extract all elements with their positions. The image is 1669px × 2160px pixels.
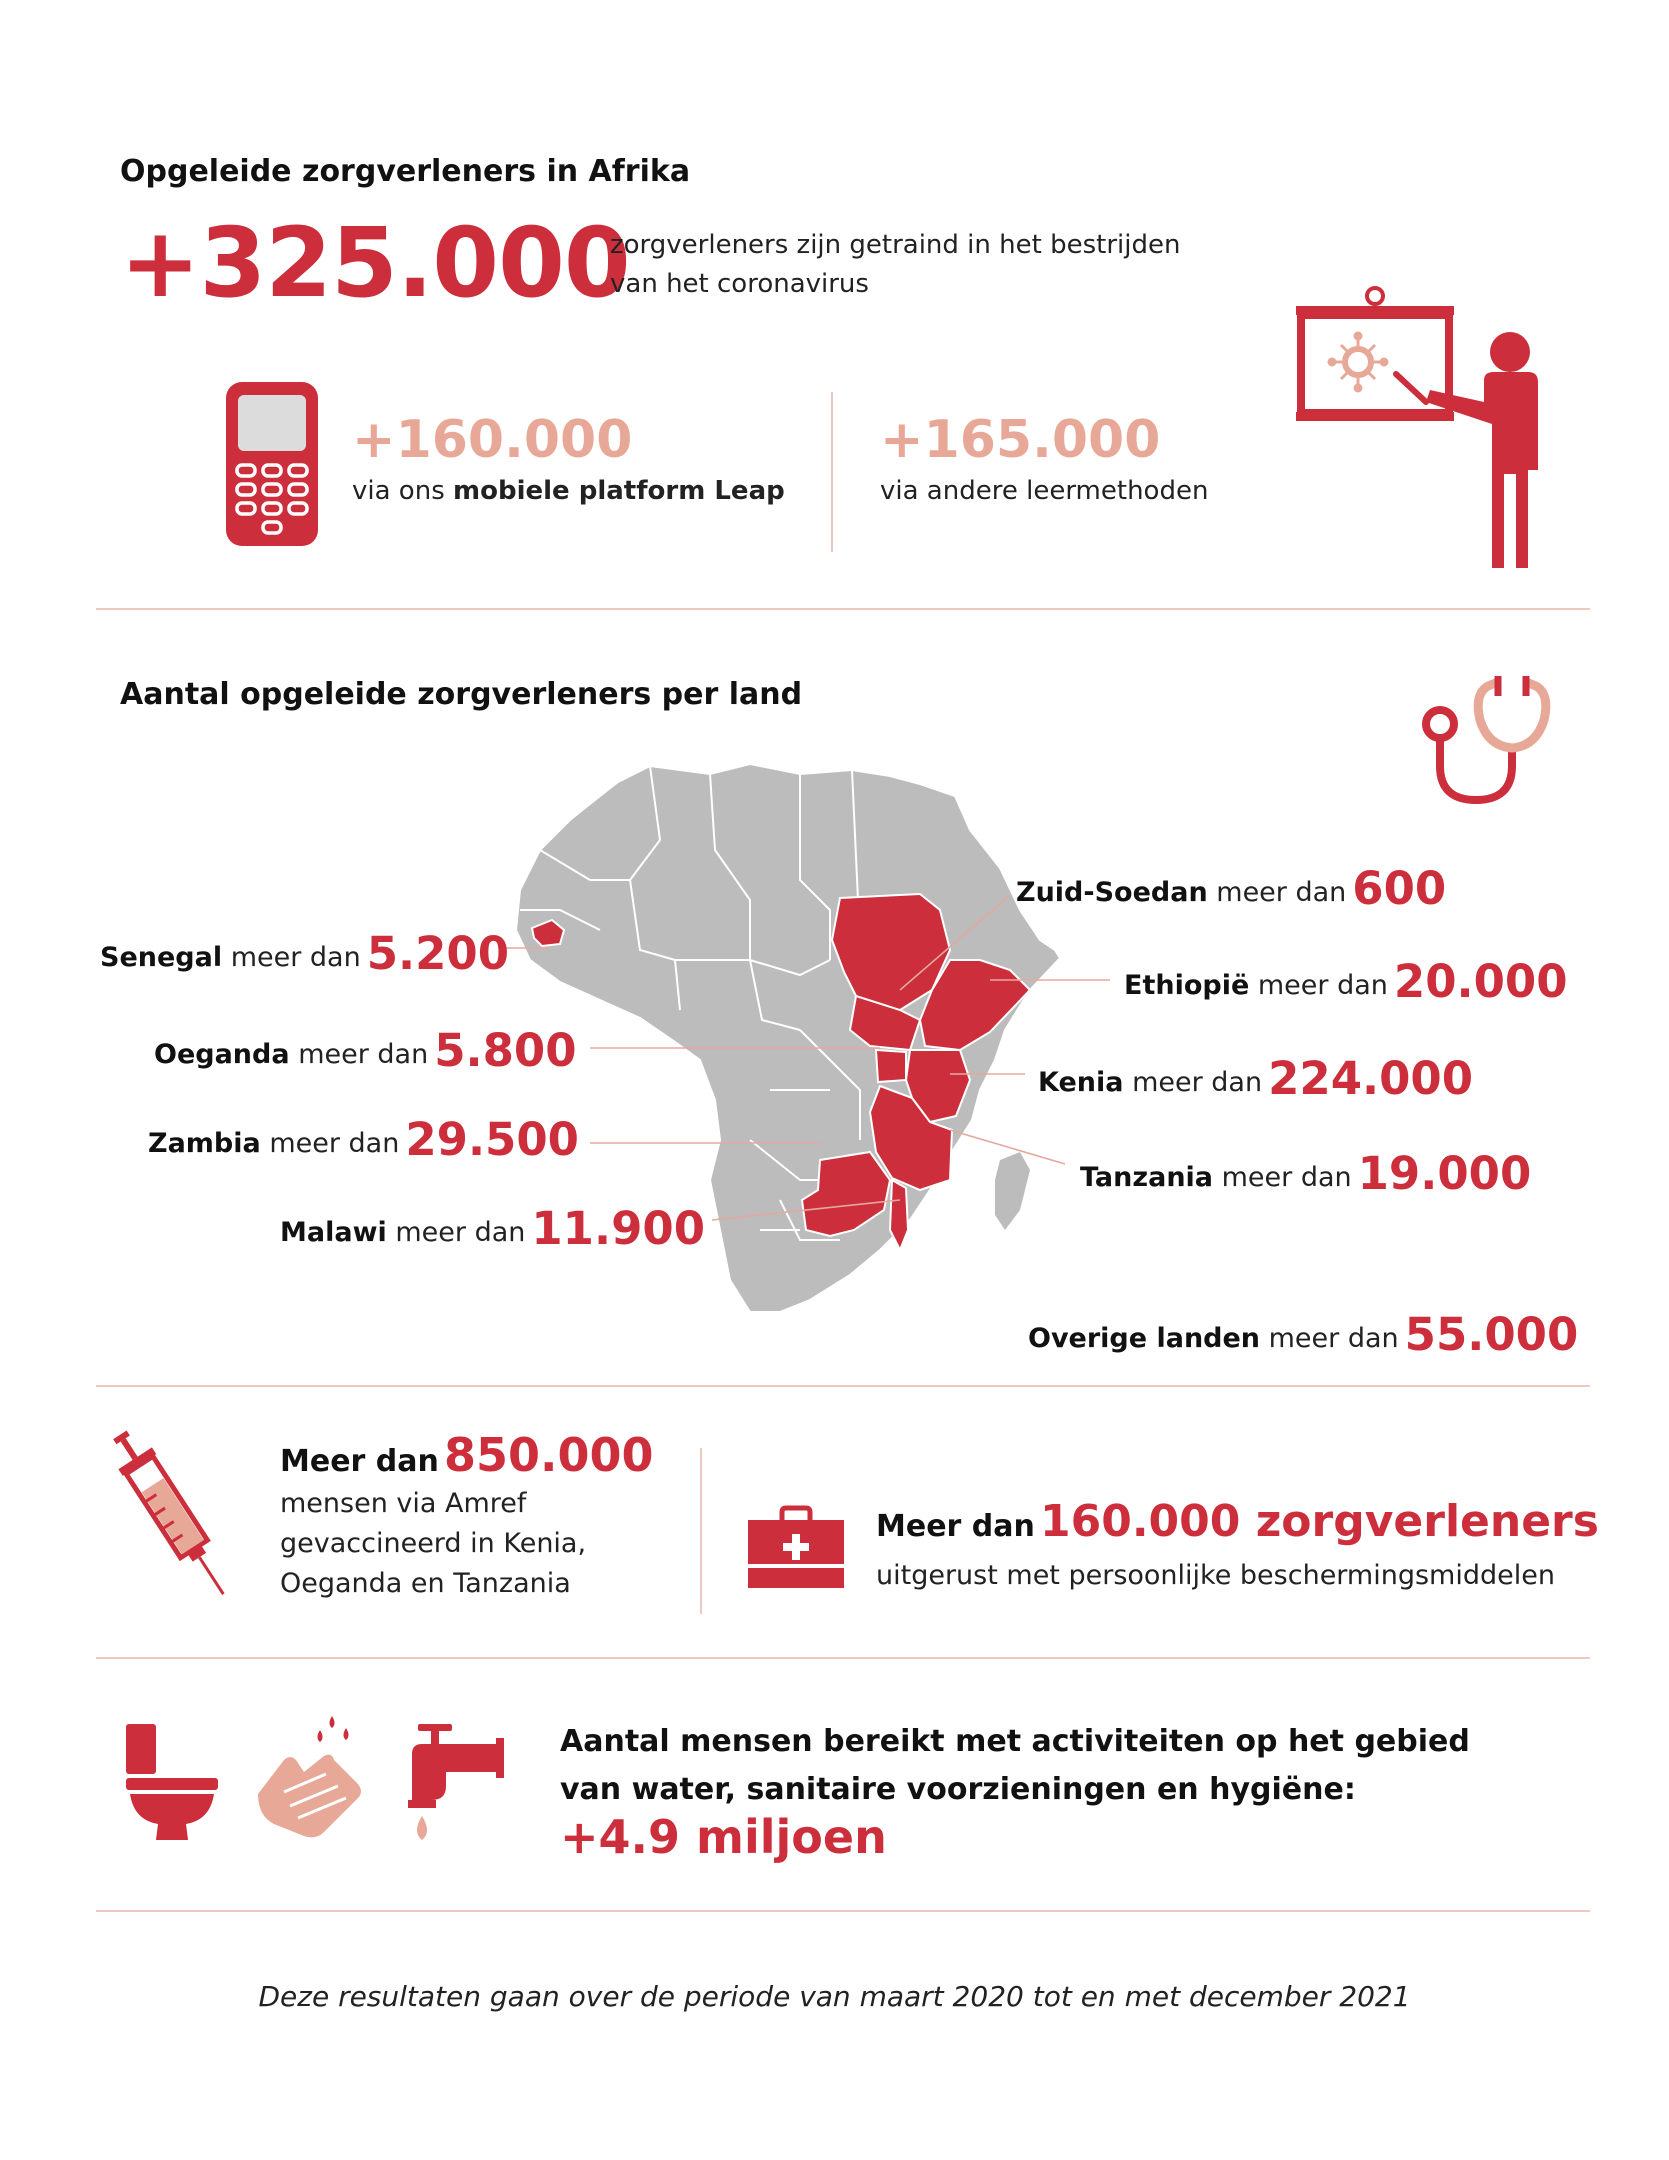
water-tap-icon bbox=[392, 1724, 504, 1846]
label-overige-landen bbox=[1028, 1308, 1578, 1361]
label-tanzania bbox=[1080, 1147, 1531, 1200]
country-name: Tanzania bbox=[1080, 1162, 1214, 1193]
country-value: 5.800 bbox=[434, 1024, 577, 1077]
vaccinated-prefix: Meer dan bbox=[280, 1444, 439, 1479]
country-value: 11.900 bbox=[531, 1202, 706, 1255]
connector-text: meer dan bbox=[395, 1217, 526, 1248]
vaccinated-description bbox=[280, 1484, 586, 1604]
ppe-description: uitgerust met persoonlijke beschermingsmiddelen bbox=[876, 1560, 1555, 1591]
connector-text: meer dan bbox=[1132, 1067, 1263, 1098]
section-divider-2 bbox=[96, 1385, 1590, 1387]
section-divider-3 bbox=[96, 1657, 1590, 1659]
total-trained-value: +325.000 bbox=[120, 207, 630, 319]
country-name: Malawi bbox=[280, 1217, 387, 1248]
country-name: Zuid-Soedan bbox=[1016, 877, 1208, 908]
first-aid-kit-icon bbox=[748, 1506, 844, 1588]
label-senegal bbox=[100, 927, 509, 980]
syringe-icon bbox=[100, 1420, 240, 1604]
footer-note: Deze resultaten gaan over de periode van maart 2020 tot en met december 2021 bbox=[258, 1980, 1411, 2013]
vaccinated-line3: Oeganda en Tanzania bbox=[280, 1568, 571, 1599]
connector-text: meer dan bbox=[1268, 1323, 1399, 1354]
washing-hands-icon bbox=[254, 1712, 364, 1842]
country-value: 55.000 bbox=[1404, 1308, 1579, 1361]
section-divider-4 bbox=[96, 1910, 1590, 1912]
total-desc-line1: zorgverleners zijn getraind in het bestrijden bbox=[610, 230, 1181, 260]
vaccinated-value: 850.000 bbox=[443, 1428, 654, 1482]
wash-heading bbox=[560, 1718, 1470, 1814]
connector-text: meer dan bbox=[1221, 1162, 1352, 1193]
section-title-trained: Opgeleide zorgverleners in Afrika bbox=[120, 154, 691, 189]
label-kenia bbox=[1038, 1052, 1473, 1105]
country-name: Ethiopië bbox=[1124, 970, 1250, 1001]
divider-vertical-2 bbox=[700, 1448, 702, 1614]
country-value: 29.500 bbox=[405, 1113, 579, 1166]
ppe-heading bbox=[876, 1496, 1599, 1547]
country-value: 224.000 bbox=[1268, 1052, 1474, 1105]
section-title-per-country: Aantal opgeleide zorgverleners per land bbox=[120, 677, 803, 712]
label-zuid-soedan bbox=[1016, 862, 1446, 915]
country-name: Overige landen bbox=[1028, 1323, 1261, 1354]
connector-text: meer dan bbox=[298, 1039, 429, 1070]
mobile-platform-name: mobiele platform Leap bbox=[453, 476, 785, 506]
country-name: Senegal bbox=[100, 942, 223, 973]
label-malawi bbox=[280, 1202, 705, 1255]
country-value: 5.200 bbox=[366, 927, 510, 980]
other-trained-text: via andere leermethoden bbox=[880, 476, 1209, 506]
vaccinated-heading bbox=[280, 1428, 653, 1482]
label-ethiopie bbox=[1124, 955, 1568, 1008]
connector-text: meer dan bbox=[269, 1128, 400, 1159]
wash-value: +4.9 miljoen bbox=[560, 1810, 887, 1864]
country-name: Oeganda bbox=[154, 1039, 290, 1070]
label-zambia bbox=[148, 1113, 579, 1166]
label-oeganda bbox=[154, 1024, 577, 1077]
country-value: 20.000 bbox=[1393, 955, 1568, 1008]
country-value: 600 bbox=[1352, 862, 1447, 915]
vaccinated-line2: gevaccineerd in Kenia, bbox=[280, 1528, 587, 1559]
connector-text: meer dan bbox=[1257, 970, 1388, 1001]
country-value: 19.000 bbox=[1357, 1147, 1532, 1200]
connector-text: meer dan bbox=[230, 942, 361, 973]
ppe-value: 160.000 zorgverleners bbox=[1039, 1496, 1599, 1547]
other-trained-value: +165.000 bbox=[880, 410, 1161, 470]
toilet-icon bbox=[126, 1724, 218, 1840]
country-name: Kenia bbox=[1038, 1067, 1124, 1098]
connector-text: meer dan bbox=[1216, 877, 1347, 908]
mobile-trained-value: +160.000 bbox=[352, 410, 633, 470]
wash-heading-line2: van water, sanitaire voorzieningen en hygiëne: bbox=[560, 1772, 1356, 1807]
total-desc-line2: van het coronavirus bbox=[610, 269, 869, 299]
country-name: Zambia bbox=[148, 1128, 261, 1159]
mobile-prefix: via ons bbox=[352, 476, 454, 506]
vaccinated-line1: mensen via Amref bbox=[280, 1488, 527, 1519]
ppe-prefix: Meer dan bbox=[876, 1509, 1035, 1544]
wash-heading-line1: Aantal mensen bereikt met activiteiten op het gebied bbox=[560, 1724, 1470, 1759]
